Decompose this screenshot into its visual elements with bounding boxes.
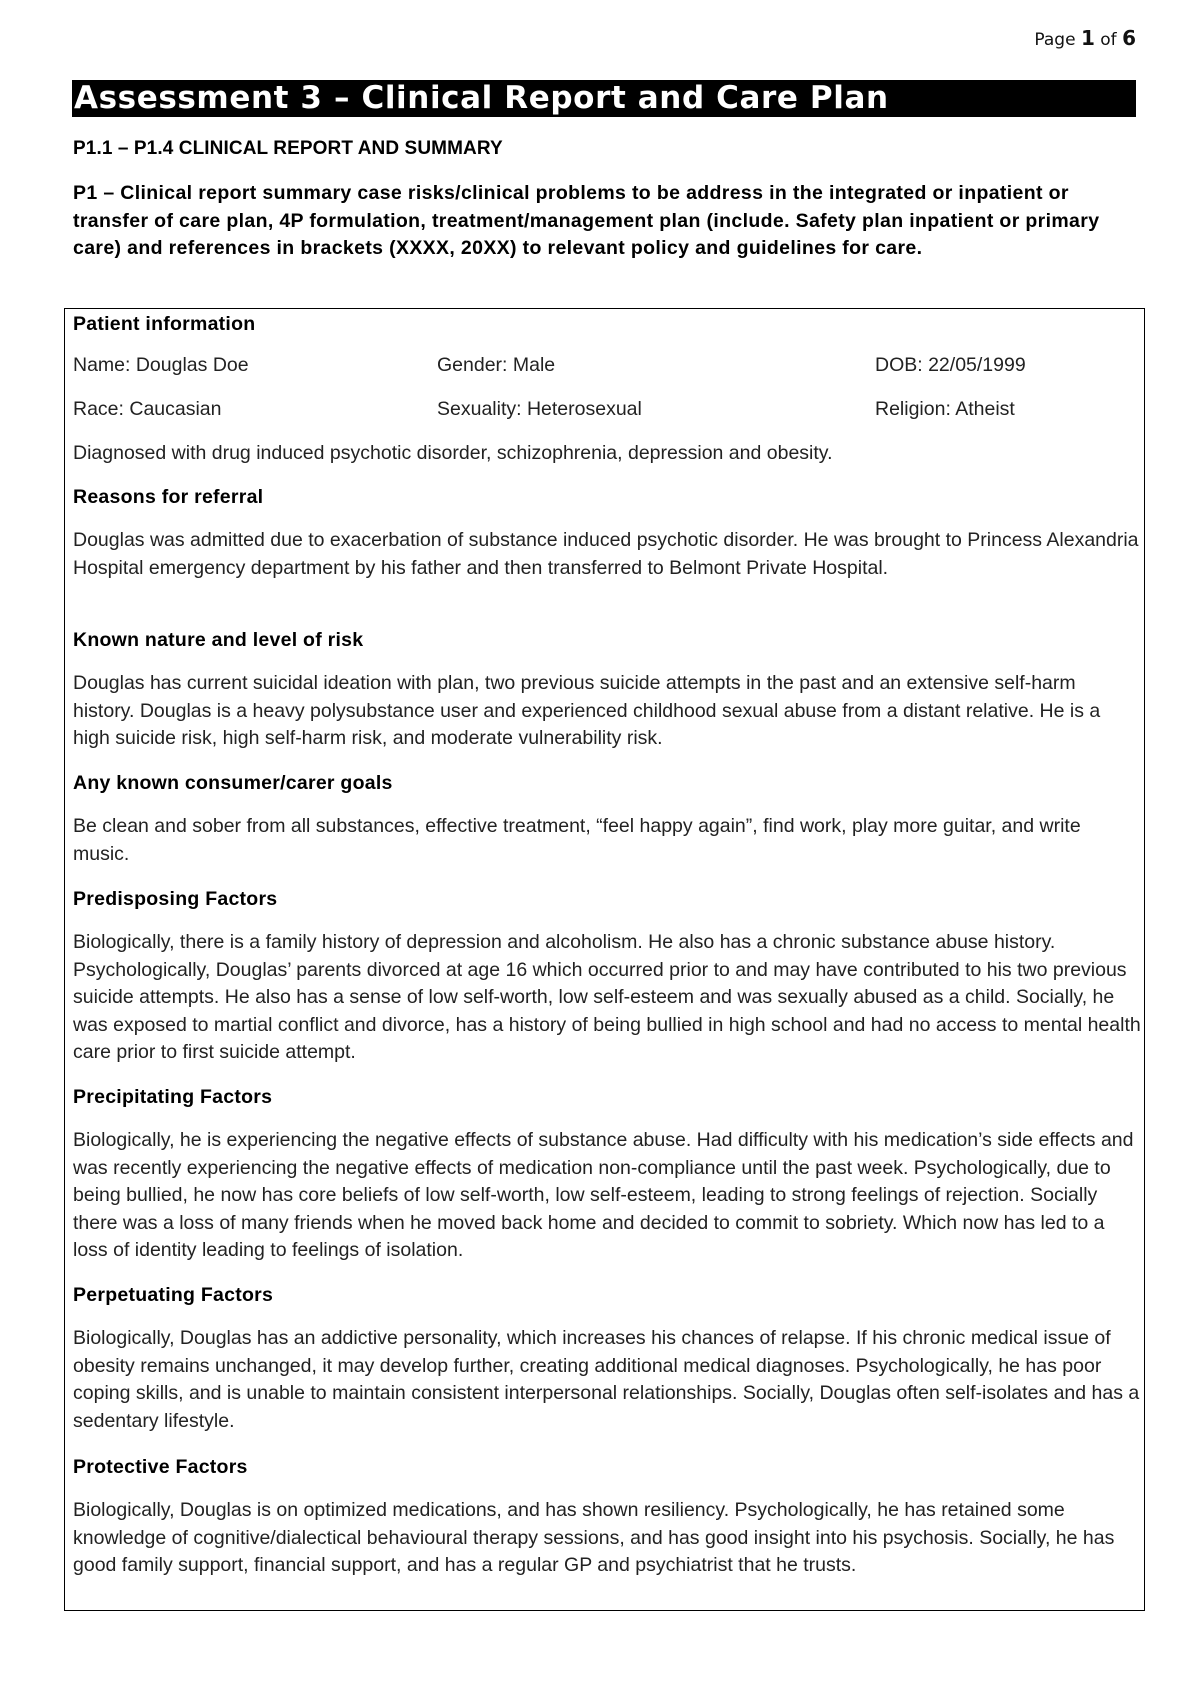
protective-heading: Protective Factors (73, 1456, 248, 1478)
patient-dob: DOB: 22/05/1999 (875, 354, 1026, 376)
section-heading: P1.1 – P1.4 CLINICAL REPORT AND SUMMARY (73, 138, 503, 159)
perpetuating-heading: Perpetuating Factors (73, 1284, 274, 1306)
referral-text: Douglas was admitted due to exacerbation of substance induced psychotic disorder. He was brought to Princess Alexandria Hospital emergency department by his father and then transferred to Belmont Private Hospital. (73, 529, 1139, 579)
page-total: 6 (1122, 26, 1136, 50)
referral-heading: Reasons for referral (73, 486, 264, 508)
goals-heading: Any known consumer/carer goals (73, 772, 393, 794)
document-title: Assessment 3 – Clinical Report and Care Plan (72, 80, 1136, 117)
risk-text: Douglas has current suicidal ideation with plan, two previous suicide attempts in the past and an extensive self-harm history. Douglas is a heavy polysubstance user and experienced childhood sexual abuse from a distant relative. He is a high suicide risk, high self-harm risk, and moderate vulnerability risk. (73, 672, 1101, 750)
precipitating-text: Biologically, he is experiencing the negative effects of substance abuse. Had difficulty with his medication’s side effects and was recently experiencing the negative effects of medication non-compliance until the past week. Psychologically, due to being bullied, he now has core beliefs of low self-worth, low self-esteem, leading to strong feelings of rejection. Socially there was a loss of many friends when he moved back home and decided to commit to sobriety. Which now has led to a loss of identity leading to feelings of isolation. (73, 1129, 1134, 1262)
patient-religion: Religion: Atheist (875, 398, 1015, 420)
page-current: 1 (1080, 26, 1095, 50)
predisposing-heading: Predisposing Factors (73, 888, 278, 910)
patient-diagnosis: Diagnosed with drug induced psychotic disorder, schizophrenia, depression and obesity. (73, 442, 833, 464)
page-of: of (1100, 30, 1117, 50)
clinical-report-box (64, 308, 1145, 1611)
page-prefix: Page (1034, 30, 1076, 50)
risk-heading: Known nature and level of risk (73, 629, 364, 651)
precipitating-heading: Precipitating Factors (73, 1086, 273, 1108)
page-number (1034, 26, 1136, 50)
predisposing-text: Biologically, there is a family history of depression and alcoholism. He also has a chronic substance abuse history. Psychologically, Douglas’ parents divorced at age 16 which occurred prior to and may have contributed to his two previous suicide attempts. He also has a sense of low self-worth, low self-esteem and was sexually abused as a child. Socially, he was exposed to martial conflict and divorce, has a history of being bullied in high school and had no access to mental health care prior to first suicide attempt. (73, 931, 1141, 1064)
perpetuating-text: Biologically, Douglas has an addictive personality, which increases his chances of relapse. If his chronic medical issue of obesity remains unchanged, it may develop further, creating additional medical diagnoses. Psychologically, he has poor coping skills, and is unable to maintain consistent interpersonal relationships. Socially, Douglas often self-isolates and has a sedentary lifestyle. (73, 1327, 1140, 1432)
patient-race: Race: Caucasian (73, 398, 222, 420)
patient-info-heading: Patient information (73, 313, 256, 335)
patient-gender: Gender: Male (437, 354, 556, 376)
instructions-text: P1 – Clinical report summary case risks/clinical problems to be address in the integrated or inpatient or transfer of care plan, 4P formulation, treatment/management plan (include. Safety plan inpatient or primary care) and references in brackets (XXXX, 20XX) to relevant policy and guidelines for care. (73, 182, 1100, 259)
patient-sexuality: Sexuality: Heterosexual (437, 398, 642, 420)
goals-text: Be clean and sober from all substances, effective treatment, “feel happy again”, find work, play more guitar, and write music. (73, 815, 1081, 865)
patient-name: Name: Douglas Doe (73, 354, 249, 376)
protective-text: Biologically, Douglas is on optimized medications, and has shown resiliency. Psychologically, he has retained some knowledge of cognitive/dialectical behavioural therapy sessions, and has good insight into his psychosis. Socially, he has good family support, financial support, and has a regular GP and psychiatrist that he trusts. (73, 1499, 1115, 1577)
